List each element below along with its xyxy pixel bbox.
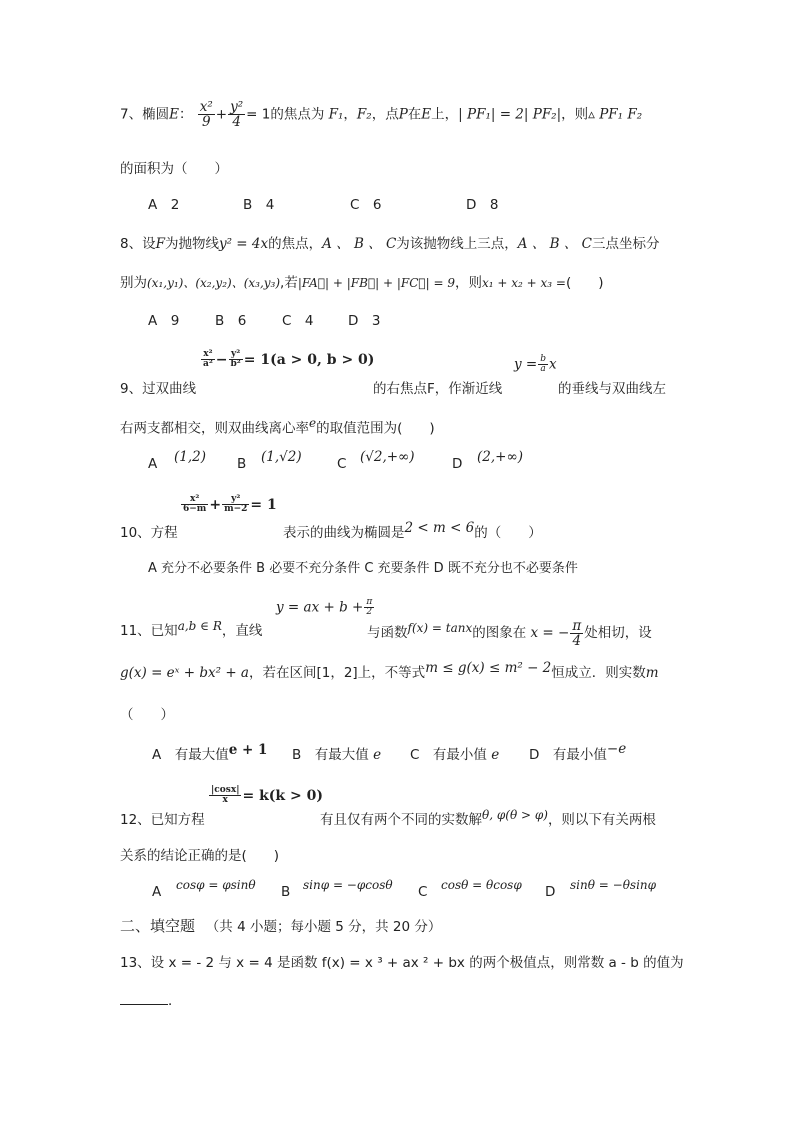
q12-option-a-value: cosφ = φsinθ <box>176 878 256 892</box>
q8-option-c: C 4 <box>282 313 314 329</box>
q12-option-c-letter: C <box>418 884 428 900</box>
q8-x-sum: x₁ + x₂ + x₃ = <box>482 276 566 290</box>
q9-option-b-letter: B <box>237 456 247 472</box>
q9-option-d-letter: D <box>452 456 463 472</box>
q9-line2: 右两支都相交，则双曲线离心率$^e$的取值范围为( ) <box>120 416 435 437</box>
q9-option-c-letter: C <box>337 456 347 472</box>
q10-condition: 2 < m < 6 <box>404 520 475 536</box>
q11-line-eq: y = ax + b + $\frac{\pi}{2}$ <box>276 597 373 618</box>
q11-option-c: C 有最小值 e <box>410 747 500 763</box>
q10-number: 10、方程 <box>120 525 178 541</box>
section-title: 二、填空题 <box>120 917 196 935</box>
q11-option-d: D 有最小值−e <box>529 741 627 763</box>
q11-number: 11、已知 <box>120 623 178 639</box>
q12-number: 12、已知方程 <box>120 812 205 828</box>
q9-line1-mid: 的右焦点F，作渐近线 <box>373 381 503 397</box>
q8-coords: (x₁,y₁)、(x₂,y₂)、(x₃,y₃) <box>147 276 281 290</box>
q12-option-d-letter: D <box>545 884 556 900</box>
section-subtitle: （共 4 小题；每小题 5 分，共 20 分） <box>205 919 442 935</box>
q8-line2: 别为(x₁,y₁)、(x₂,y₂)、(x₃,y₃),若|FA⃗| + |FB⃗| + |FC⃗| = 9，则x₁ + x₂ + x₃ =( ) <box>120 275 604 291</box>
q7-option-d: D 8 <box>466 197 499 213</box>
q11-function: f(x) = tanx <box>407 621 473 636</box>
q11-line1: 11、已知a,b ∈ R，直线 <box>120 619 263 639</box>
q11-option-a: A 有最大值e + 1 <box>152 742 268 763</box>
q11-option-b: B 有最大值 e <box>292 747 382 763</box>
q12-option-b-letter: B <box>281 884 291 900</box>
q12-line1 <box>120 808 205 828</box>
q10-equation: $\frac{\text{x²}}{6-m}$ + $\frac{\text{y²}}{m-2}$ = 1 <box>183 494 277 515</box>
q7-triangle: ▵ PF₁ F₂ <box>588 106 643 123</box>
q9-line1-end: 的垂线与双曲线左 <box>558 381 666 397</box>
q8-parabola: y² = 4x <box>218 236 269 252</box>
q11-inequality: m ≤ g(x) ≤ m² − 2 <box>425 660 552 676</box>
q11-line2: g(x) = eˣ + bx² + a，若在区间[1，2]上，不等式m ≤ g(x) ≤ m² − 2恒成立．则实数m <box>120 660 659 681</box>
q12-solutions: θ, φ(θ > φ) <box>482 808 548 822</box>
q7-option-c: C 6 <box>350 197 382 213</box>
q8-vector-sum: |FA⃗| + |FB⃗| + |FC⃗| = 9 <box>297 276 455 290</box>
q9-option-c-value: (√2,+∞) <box>360 449 415 465</box>
q12-option-c-value: cosθ = θcosφ <box>441 878 522 892</box>
q9-option-b-value: (1,√2) <box>261 449 302 465</box>
q7-condition: | PF₁| = 2| PF₂| <box>458 106 562 123</box>
q11-g-function: g(x) = eˣ + bx² + a <box>120 665 249 681</box>
q12-option-a-letter: A <box>152 884 162 900</box>
q7-option-b: B 4 <box>243 197 275 213</box>
q8-number: 8、设 <box>120 236 156 252</box>
q8-line1: 8、设F为抛物线y² = 4x的焦点，A 、 B 、 C为该抛物线上三点，A 、 B 、 C三点坐标分 <box>120 236 660 252</box>
answer-blank[interactable] <box>120 992 168 1005</box>
q12-option-d-value: sinθ = −θsinφ <box>570 878 657 892</box>
q12-line2: 关系的结论正确的是( ) <box>120 848 280 864</box>
q11-paren: （ ） <box>120 707 174 723</box>
q8-option-a: A 9 <box>148 313 180 329</box>
q7-line1: 7、椭圆E： $\frac{\text{x²}}{9}$ + $\frac{\text{y²}}{4}$ = 1的焦点为 F₁，F₂，点P在E上，| PF₁| = 2| PF₂|，则▵ PF₁ F₂ <box>120 99 643 131</box>
q9-line1 <box>120 377 196 397</box>
q9-hyperbola-eq: $\frac{\text{x²}}{\text{a²}}$ − $\frac{\text{y²}}{\text{b²}}$ = 1(a > 0, b > 0) <box>203 349 375 370</box>
q12-equation: $\frac{|\cos x|}{x}$ = k(k > 0) <box>211 785 323 806</box>
section-heading <box>120 915 441 936</box>
q9-asymptote-eq: y = $\frac{b}{a}$ x <box>514 354 557 375</box>
q11-line1-rest: 与函数f(x) = tanx的图象在 x = − $\frac{\pi}{4}$ 处相切，设 <box>367 618 652 650</box>
q9-option-a-value: (1,2) <box>174 449 207 465</box>
q12-line1-rest: 有且仅有两个不同的实数解θ, φ(θ > φ)，则以下有关两根 <box>320 808 656 828</box>
q9-option-d-value: (2,+∞) <box>477 449 523 465</box>
q7-option-a: A 2 <box>148 197 180 213</box>
q12-option-b-value: sinφ = −φcosθ <box>303 878 393 892</box>
q8-option-b: B 6 <box>215 313 247 329</box>
q10-line1 <box>120 521 178 541</box>
q9-number: 9、过双曲线 <box>120 381 197 397</box>
q13-line1: 13、设 x = - 2 与 x = 4 是函数 f(x) = x ³ + ax ² + bx 的两个极值点，则常数 a - b 的值为 <box>120 955 684 971</box>
q10-line1-rest: 表示的曲线为椭圆是2 < m < 6的（ ） <box>283 520 542 541</box>
q7-line2: 的面积为（ ） <box>120 161 228 177</box>
q10-options: A 充分不必要条件 B 必要不充分条件 C 充要条件 D 既不充分也不必要条件 <box>148 561 578 576</box>
q7-number: 7、 <box>120 106 143 123</box>
q7-frac-x: $\frac{\text{x²}}{9}$ <box>199 99 213 131</box>
q9-e-symbol: e <box>309 416 317 430</box>
q9-option-a-letter: A <box>148 456 158 472</box>
q11-tangent-x: x = − $\frac{\pi}{4}$ <box>530 618 582 650</box>
q13-line2: ． <box>120 989 182 1009</box>
q8-option-d: D 3 <box>348 313 381 329</box>
q7-frac-y: $\frac{\text{y²}}{4}$ <box>230 99 244 131</box>
